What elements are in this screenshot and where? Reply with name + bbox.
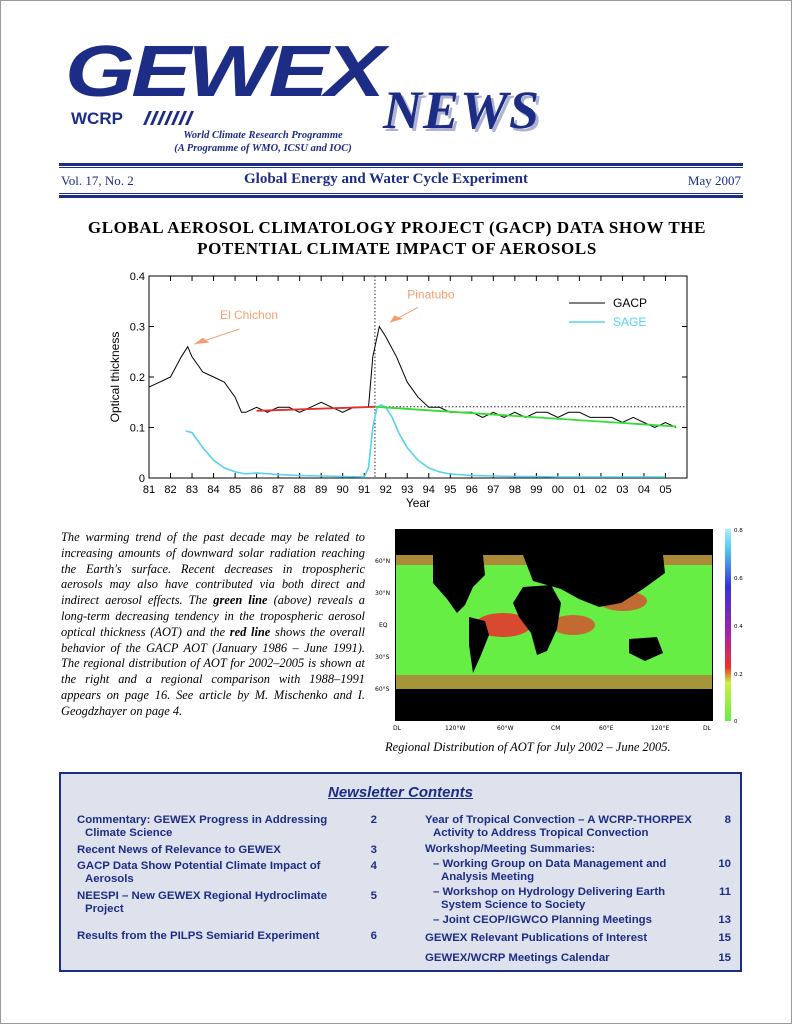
top-rule-thin — [59, 167, 743, 168]
annotation-pinatubo: Pinatubo — [407, 287, 455, 302]
colorbar-label: 0.4 — [734, 624, 743, 630]
x-tick-label: 99 — [530, 484, 543, 496]
headline-line-2: POTENTIAL CLIMATE IMPACT OF AEROSOLS — [197, 239, 597, 258]
issue-bar — [61, 171, 741, 191]
lon-label: 60°E — [599, 725, 614, 732]
map-caption: Regional Distribution of AOT for July 2002 – June 2005. — [385, 740, 671, 754]
y-tick-label: 0.2 — [129, 372, 145, 384]
contents-title: Newsletter Contents — [327, 784, 474, 801]
x-tick-label: 86 — [250, 484, 263, 496]
x-tick-label: 87 — [271, 484, 285, 496]
y-tick-label: 0.4 — [129, 271, 145, 283]
lat-label: 60°S — [375, 686, 390, 693]
lat-label: EQ — [379, 622, 388, 629]
y-axis-label: Optical thickness — [108, 331, 122, 423]
x-tick-label: 85 — [228, 484, 242, 496]
newsletter-contents-box — [59, 772, 742, 972]
colorbar-label: 0 — [734, 719, 738, 725]
gewex-logo — [65, 32, 382, 154]
colorbar-label: 0.2 — [734, 672, 743, 678]
y-tick-label: 0.3 — [129, 321, 145, 334]
aot-world-map — [373, 525, 745, 737]
y-tick-label: 0.1 — [129, 422, 145, 435]
lon-label: 120°E — [651, 725, 670, 732]
contents-entry-page: 4 — [370, 860, 377, 872]
contents-entry-page: 10 — [718, 858, 731, 870]
map-antarctica — [396, 697, 712, 721]
contents-entry-title: Workshop/Meeting Summaries: — [425, 843, 596, 855]
x-tick-label: 03 — [616, 484, 629, 496]
contents-entry-title: NEESPI – New GEWEX Regional Hydroclimate Project — [77, 890, 328, 916]
contents-entry-title: – Working Group on Data Management and Analysis Meeting — [433, 858, 667, 884]
caption-red-line: red line — [229, 624, 271, 639]
lat-label: 30°S — [375, 654, 390, 661]
x-tick-label: 98 — [508, 484, 521, 496]
lon-label: DL — [703, 725, 711, 732]
contents-entry-page: 2 — [370, 814, 377, 826]
x-tick-label: 05 — [659, 484, 672, 496]
colorbar-label: 0.6 — [734, 576, 743, 582]
x-tick-label: 96 — [465, 484, 478, 496]
contents-entry-page: 3 — [370, 844, 377, 856]
contents-entry-title: Year of Tropical Convection – A WCRP-THORPEX Activity to Address Tropical Convection — [425, 814, 692, 840]
legend-label: SAGE — [613, 315, 647, 329]
colorbar-label: 0.8 — [734, 528, 743, 534]
x-tick-label: 01 — [573, 484, 586, 496]
x-axis-label: Year — [405, 496, 431, 510]
top-rule — [59, 163, 743, 166]
annotation-el-chichon: El Chichon — [220, 307, 279, 322]
contents-entry-page: 11 — [718, 886, 731, 898]
lon-label: 60°W — [497, 725, 514, 732]
y-tick-label: 0 — [138, 473, 145, 485]
x-tick-label: 89 — [315, 484, 328, 496]
x-tick-label: 95 — [444, 484, 457, 496]
bottom-rule-thin — [59, 193, 743, 194]
x-tick-label: 02 — [594, 484, 608, 496]
lon-label: DL — [393, 725, 401, 732]
caption-part-1: The warming trend of the past decade may be related to increasing amounts of downward solar radiation reaching the Earth's surface. Recent decreases in tropospheric aerosols may also have contributed via both direct and indirect aerosol effects. The — [61, 530, 365, 608]
caption-part-2: (above) reveals a long-term decreasing tendency in the tropospheric aerosol optical thickness (AOT) and the — [61, 593, 366, 639]
contents-entry-page: 15 — [718, 952, 731, 964]
lat-label: 30°N — [375, 590, 391, 597]
news-title: NEWS — [383, 80, 541, 140]
wcrp-wordmark: WCRP — [71, 109, 123, 128]
caption-green-line: green line — [213, 593, 268, 608]
contents-entry-page: 13 — [718, 914, 731, 926]
org-subtitle — [133, 129, 393, 155]
org-line-1: World Climate Research Programme — [183, 130, 343, 141]
x-tick-label: 83 — [185, 484, 199, 496]
org-line-2: (A Programme of WMO, ICSU and IOC) — [174, 143, 352, 154]
x-tick-label: 94 — [422, 484, 435, 496]
series-line-trend-1991-2005 — [375, 407, 676, 427]
tagline: Global Energy and Water Cycle Experiment — [243, 171, 529, 187]
x-tick-label: 84 — [207, 484, 220, 496]
contents-entry-page: 6 — [370, 930, 377, 942]
x-tick-label: 00 — [551, 484, 565, 496]
x-tick-label: 90 — [336, 484, 349, 496]
logo-stripes-icon — [139, 111, 219, 125]
contents-entry-title: GEWEX Relevant Publications of Interest — [425, 932, 648, 944]
aot-time-series-chart — [101, 266, 701, 516]
colorbar — [725, 529, 731, 721]
contents-entry-title: Results from the PILPS Semiarid Experiment — [77, 930, 320, 942]
issue-date: May 2007 — [687, 173, 741, 188]
x-tick-label: 97 — [487, 484, 500, 496]
annotation-arrowhead — [194, 338, 209, 345]
x-tick-label: 81 — [142, 484, 156, 496]
x-tick-label: 82 — [164, 484, 177, 496]
x-tick-label: 92 — [379, 484, 392, 496]
contents-entry-page: 5 — [370, 890, 377, 902]
contents-entry-title: GEWEX/WCRP Meetings Calendar — [425, 952, 610, 964]
bottom-rule — [59, 195, 743, 198]
x-tick-label: 04 — [637, 484, 651, 496]
caption-part-3: shows the overall behavior of the GACP AOT (January 1986 – June 1991). The regional distribution of AOT for 2002–2005 is shown at the right and a regional comparison with 1988–1991 appears on page 16. See article by M. Mischenko and I. Geogdzhayer on page 4. — [61, 624, 365, 718]
logo-wordmark: GEWEX — [65, 32, 382, 112]
x-tick-label: 88 — [293, 484, 306, 496]
contents-entry-page: 8 — [724, 814, 731, 826]
series-line-gacp — [149, 327, 676, 428]
contents-entry-title: – Workshop on Hydrology Delivering Earth System Science to Society — [433, 886, 666, 912]
contents-entry-title: Commentary: GEWEX Progress in Addressing Climate Science — [77, 814, 328, 840]
legend-label: GACP — [613, 296, 648, 310]
contents-entry-title: GACP Data Show Potential Climate Impact of Aerosols — [77, 860, 321, 886]
lat-label: 60°N — [375, 558, 391, 565]
volume-number: Vol. 17, No. 2 — [61, 173, 134, 188]
series-line-sage — [186, 405, 666, 477]
contents-entry-title: – Joint CEOP/IGWCO Planning Meetings — [433, 914, 652, 926]
x-tick-label: 93 — [401, 484, 414, 496]
contents-entry-title: Recent News of Relevance to GEWEX — [77, 844, 281, 856]
lon-label: 120°W — [445, 725, 466, 732]
chart-caption — [61, 530, 365, 720]
x-tick-label: 91 — [358, 484, 371, 496]
contents-entry-page: 15 — [718, 932, 731, 944]
plot-frame — [149, 276, 687, 478]
headline-line-1: GLOBAL AEROSOL CLIMATOLOGY PROJECT (GACP) DATA SHOW THE — [87, 218, 707, 237]
article-headline — [41, 217, 753, 259]
map-southern-band — [396, 675, 712, 689]
lon-label: CM — [551, 725, 561, 732]
